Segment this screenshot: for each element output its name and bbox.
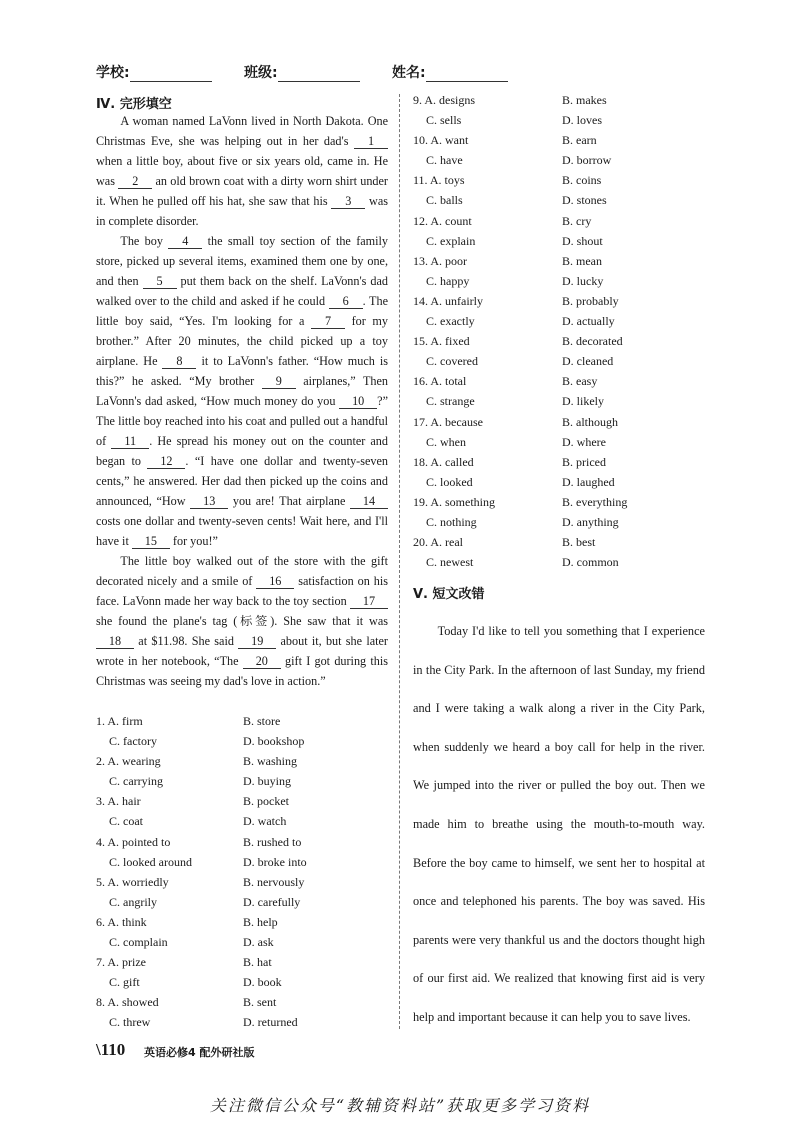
option-choice[interactable]: C. coat [109,814,143,829]
passage-text: gift I got during this Christmas was seeing my dad's love in action.” [96,654,388,688]
blank-9[interactable]: 9 [262,374,296,389]
option-choice[interactable]: B. makes [562,93,607,107]
passage-text: at $11.98. She said [134,634,239,648]
option-row [96,832,391,852]
cloze-passage [96,111,388,691]
option-choice[interactable]: B. decorated [562,334,623,349]
option-row [96,811,391,831]
option-choice[interactable]: B. rushed to [243,834,302,849]
option-choice[interactable]: C. balls [426,193,463,208]
option-choice[interactable]: 19. A. something [413,494,496,509]
class-label: 班级: [244,65,278,81]
option-row [96,771,391,791]
option-row [96,952,391,972]
cloze-section-title: Ⅳ. 完形填空 [96,97,172,112]
option-choice[interactable]: 10. A. want [413,133,469,148]
option-row [413,291,703,311]
option-choice[interactable]: B. nervously [243,874,305,889]
option-row [96,731,391,751]
option-choice[interactable]: B. store [243,714,281,728]
passage-text: was in complete disorder. [96,194,388,228]
option-row [96,852,391,872]
passage-text: costs one dollar and twenty-seven cents! Wait here, and I'll have it [96,514,388,548]
blank-5[interactable]: 5 [143,274,177,289]
option-row [413,432,703,452]
option-choice[interactable]: C. sells [426,113,462,128]
option-choice[interactable]: D. broke into [243,854,307,869]
option-row [96,751,391,771]
option-choice[interactable]: C. looked [426,474,473,489]
option-choice[interactable]: 9. A. designs [413,93,476,107]
option-choice[interactable]: D. returned [243,1015,298,1030]
option-row [413,512,703,532]
blank-18[interactable]: 18 [96,634,134,649]
cloze-paragraph [96,111,388,231]
option-choice[interactable]: B. pocket [243,794,289,809]
passage-text: about it, but she later wrote in her notebook, “The [96,634,388,668]
option-choice[interactable]: D. cleaned [562,354,614,369]
option-choice[interactable]: 5. A. worriedly [96,874,169,889]
cloze-paragraph [96,551,388,691]
option-choice[interactable]: 2. A. wearing [96,754,161,769]
passage-text: when a little boy, about five or six years old, came in. He was [96,154,388,188]
option-row [413,452,703,472]
option-choice[interactable]: C. strange [426,394,475,409]
option-choice[interactable]: B. easy [562,374,598,389]
passage-text: airplanes,” Then LaVonn's dad asked, “How much money do you [96,374,388,408]
passage-text: for my brother.” After 20 minutes, the child picked up a toy airplane. He [96,314,388,368]
option-choice[interactable]: C. looked around [109,854,192,869]
column-divider [399,94,400,1029]
option-row [413,110,703,130]
option-choice[interactable]: C. complain [109,935,168,950]
option-choice[interactable]: 17. A. because [413,414,483,429]
option-row [413,90,703,110]
blank-10[interactable]: 10 [339,394,377,409]
blank-14[interactable]: 14 [350,494,388,509]
school-label: 学校: [96,65,130,81]
passage-text: for you!” [169,534,218,548]
option-choice[interactable]: D. likely [562,394,604,409]
correction-text: Today I'd like to tell you something that I experience in the City Park. In the afternoon of last Sunday, my friend and I were taking a walk along a river in the City Park, when suddenly we heard a boy call for help in the river. We jumped into the river or pulled the boy out. Then we made him to breathe using the mouth-to-mouth way. Before the boy came to himself, we sent her to hospital at once and telephoned his parents. The boy was saved. His parents were very thankful us and the doctors thought high of our first aid. We realized that knowing first aid is very help and important because it can help you to save lives. [413,624,705,1024]
option-choice[interactable]: B. sent [243,995,277,1010]
blank-12[interactable]: 12 [147,454,185,469]
option-choice[interactable]: B. earn [562,133,597,148]
option-choice[interactable]: D. carefully [243,894,301,909]
option-choice[interactable]: D. loves [562,113,602,128]
option-row [96,791,391,811]
option-row [413,211,703,231]
option-row [413,532,703,552]
blank-3[interactable]: 3 [331,194,365,209]
option-row [413,391,703,411]
option-choice[interactable]: B. everything [562,494,628,509]
book-title: 英语必修4 配外研社版 [144,1046,255,1059]
school-field [96,62,212,82]
option-row [96,932,391,952]
option-row [96,1012,391,1032]
school-blank[interactable] [130,67,212,82]
option-row [413,552,703,572]
option-choice[interactable]: C. when [426,434,466,449]
option-choice[interactable]: 15. A. fixed [413,334,470,349]
passage-text: you are! That airplane [228,494,351,508]
class-blank[interactable] [278,67,360,82]
option-choice[interactable]: D. actually [562,314,615,329]
option-row [96,972,391,992]
option-choice[interactable]: C. have [426,153,463,168]
option-choice[interactable]: D. ask [243,935,274,950]
option-choice[interactable]: B. help [243,914,278,929]
option-row [96,912,391,932]
option-row [413,351,703,371]
option-choice[interactable]: D. watch [243,814,287,829]
passage-text: she found the plane's tag (标签). She saw that it was [96,614,388,628]
option-choice[interactable]: 3. A. hair [96,794,141,809]
option-choice[interactable]: 14. A. unfairly [413,293,483,308]
option-choice[interactable]: B. washing [243,754,297,769]
name-blank[interactable] [426,67,508,82]
passage-text: . The little boy said, “Yes. I'm looking for a [96,294,388,328]
option-row [96,892,391,912]
blank-13[interactable]: 13 [190,494,228,509]
option-choice[interactable]: B. mean [562,253,602,268]
passage-text: ?” The little boy reached into his coat and pulled out a handful of [96,394,388,448]
blank-19[interactable]: 19 [238,634,276,649]
option-choice[interactable]: D. shout [562,233,603,248]
options-left-column [96,711,391,1033]
option-choice[interactable]: 6. A. think [96,914,147,929]
option-choice[interactable]: 12. A. count [413,213,472,228]
option-choice[interactable]: C. explain [426,233,476,248]
passage-text: . He spread his money out on the counter and began to [96,434,388,468]
option-choice[interactable]: B. coins [562,173,602,188]
option-row [413,251,703,271]
option-row [413,190,703,210]
option-row [413,412,703,432]
option-choice[interactable]: C. gift [109,975,140,990]
option-row [413,170,703,190]
blank-2[interactable]: 2 [118,174,152,189]
option-choice[interactable]: 16. A. total [413,374,467,389]
cloze-paragraph [96,231,388,551]
option-choice[interactable]: D. bookshop [243,734,305,749]
option-choice[interactable]: D. common [562,555,619,570]
passage-text: an old brown coat with a dirty worn shirt under it. When he pulled off his hat, she saw that his [96,174,388,208]
passage-text: it to LaVonn's father. “How much is this?” he asked. “My brother [96,354,388,388]
option-choice[interactable]: C. angrily [109,894,157,909]
option-choice[interactable]: B. hat [243,955,272,970]
option-choice[interactable]: C. carrying [109,774,163,789]
option-choice[interactable]: C. happy [426,273,470,288]
blank-1[interactable]: 1 [354,134,388,149]
blank-8[interactable]: 8 [162,354,196,369]
correction-section-title: Ⅴ. 短文改错 [413,587,485,602]
name-label: 姓名: [392,65,426,81]
option-row [413,130,703,150]
option-choice[interactable]: B. probably [562,293,619,308]
blank-20[interactable]: 20 [243,654,281,669]
passage-text: The little boy walked out of the store with the gift decorated nicely and a smile of [96,554,388,588]
option-row [413,331,703,351]
passage-text: put them back on the shelf. LaVonn's dad walked over to the child and asked if he could [96,274,388,308]
blank-6[interactable]: 6 [329,294,363,309]
passage-text: the small toy section of the family store, picked up several items, examined them one by one, and then [96,234,389,288]
blank-16[interactable]: 16 [256,574,294,589]
option-choice[interactable]: B. best [562,535,596,550]
option-row [413,231,703,251]
option-choice[interactable]: D. book [243,975,282,990]
option-row [413,492,703,512]
passage-text: satisfaction on his face. LaVonn made her way back to the toy section [96,574,388,608]
option-choice[interactable]: 7. A. prize [96,955,146,970]
option-choice[interactable]: 18. A. called [413,454,474,469]
blank-15[interactable]: 15 [132,534,170,549]
options-right-column [413,90,703,572]
option-choice[interactable]: D. lucky [562,273,604,288]
option-choice[interactable]: D. borrow [562,153,612,168]
option-choice[interactable]: C. factory [109,734,157,749]
option-choice[interactable]: D. laughed [562,474,615,489]
option-choice[interactable]: D. where [562,434,606,449]
option-row [413,150,703,170]
option-choice[interactable]: C. nothing [426,514,477,529]
option-row [413,371,703,391]
passage-text: A woman named LaVonn lived in North Dakota. One Christmas Eve, she was helping out in her dad's [96,114,388,148]
blank-11[interactable]: 11 [111,434,149,449]
page-number: \110 [96,1040,126,1059]
option-choice[interactable]: D. buying [243,774,291,789]
blank-17[interactable]: 17 [350,594,388,609]
option-choice[interactable]: 11. A. toys [413,173,465,188]
option-choice[interactable]: D. stones [562,193,607,208]
passage-text: The boy [120,234,169,248]
option-choice[interactable]: B. cry [562,213,592,228]
option-choice[interactable]: 1. A. firm [96,714,143,728]
correction-passage [413,612,705,1037]
option-choice[interactable]: B. priced [562,454,606,469]
option-row [413,271,703,291]
name-field [392,62,508,82]
option-choice[interactable]: D. anything [562,514,619,529]
passage-text: . “I have one dollar and twenty-seven cents,” he answered. Her dad then picked up the coins and announced, “How [96,454,388,508]
blank-7[interactable]: 7 [311,314,345,329]
option-choice[interactable]: 8. A. showed [96,995,159,1010]
blank-4[interactable]: 4 [168,234,202,249]
option-row [96,872,391,892]
class-field [244,62,360,82]
option-choice[interactable]: 4. A. pointed to [96,834,171,849]
option-choice[interactable]: C. exactly [426,314,475,329]
bottom-note: 关注微信公众号“教辅资料站”获取更多学习资料 [209,1096,591,1115]
option-choice[interactable]: C. threw [109,1015,151,1030]
option-row [413,472,703,492]
option-choice[interactable]: 13. A. poor [413,253,467,268]
option-choice[interactable]: C. covered [426,354,478,369]
option-row [96,992,391,1012]
option-row [96,711,391,731]
option-choice[interactable]: B. although [562,414,618,429]
option-row [413,311,703,331]
option-choice[interactable]: 20. A. real [413,535,463,550]
option-choice[interactable]: C. newest [426,555,474,570]
